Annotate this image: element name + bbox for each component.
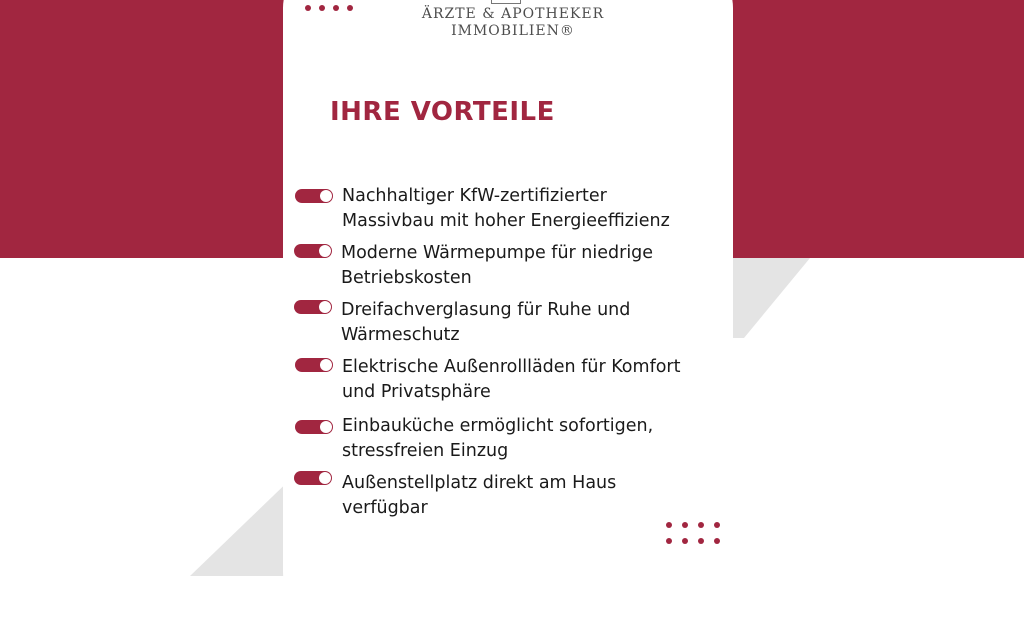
- benefit-line: Betriebskosten: [341, 268, 472, 288]
- benefit-line: Einbauküche ermöglicht sofortigen,: [342, 416, 654, 436]
- benefit-line: Moderne Wärmepumpe für niedrige: [341, 243, 654, 263]
- toggle-icon: [295, 420, 333, 434]
- benefit-line: Dreifachverglasung für Ruhe und: [341, 300, 631, 320]
- benefit-text: [342, 184, 712, 234]
- benefit-text: [342, 414, 712, 464]
- benefit-line: Wärmeschutz: [341, 325, 460, 345]
- benefit-line: verfügbar: [342, 498, 428, 518]
- benefit-text: [341, 241, 711, 291]
- benefit-text: [341, 298, 711, 348]
- toggle-icon: [294, 300, 332, 314]
- benefit-line: Nachhaltiger KfW-zertifizierter: [342, 186, 607, 206]
- benefit-line: Elektrische Außenrollläden für Komfort: [342, 357, 681, 377]
- toggle-icon: [294, 244, 332, 258]
- brand-line-1: ÄRZTE & APOTHEKER: [421, 6, 605, 22]
- benefit-line: und Privatsphäre: [342, 382, 491, 402]
- benefit-line: Außenstellplatz direkt am Haus: [342, 473, 617, 493]
- toggle-icon: [295, 358, 333, 372]
- dot-grid-icon: [666, 522, 726, 548]
- benefits-list: [293, 0, 713, 576]
- toggle-icon: [294, 471, 332, 485]
- brand-line-2: IMMOBILIEN®: [451, 23, 575, 39]
- page-title: IHRE VORTEILE: [330, 97, 555, 127]
- benefit-line: stressfreien Einzug: [342, 441, 509, 461]
- benefit-line: Massivbau mit hoher Energieeffizienz: [342, 211, 670, 231]
- toggle-icon: [295, 189, 333, 203]
- benefit-text: [342, 471, 712, 521]
- benefit-text: [342, 355, 712, 405]
